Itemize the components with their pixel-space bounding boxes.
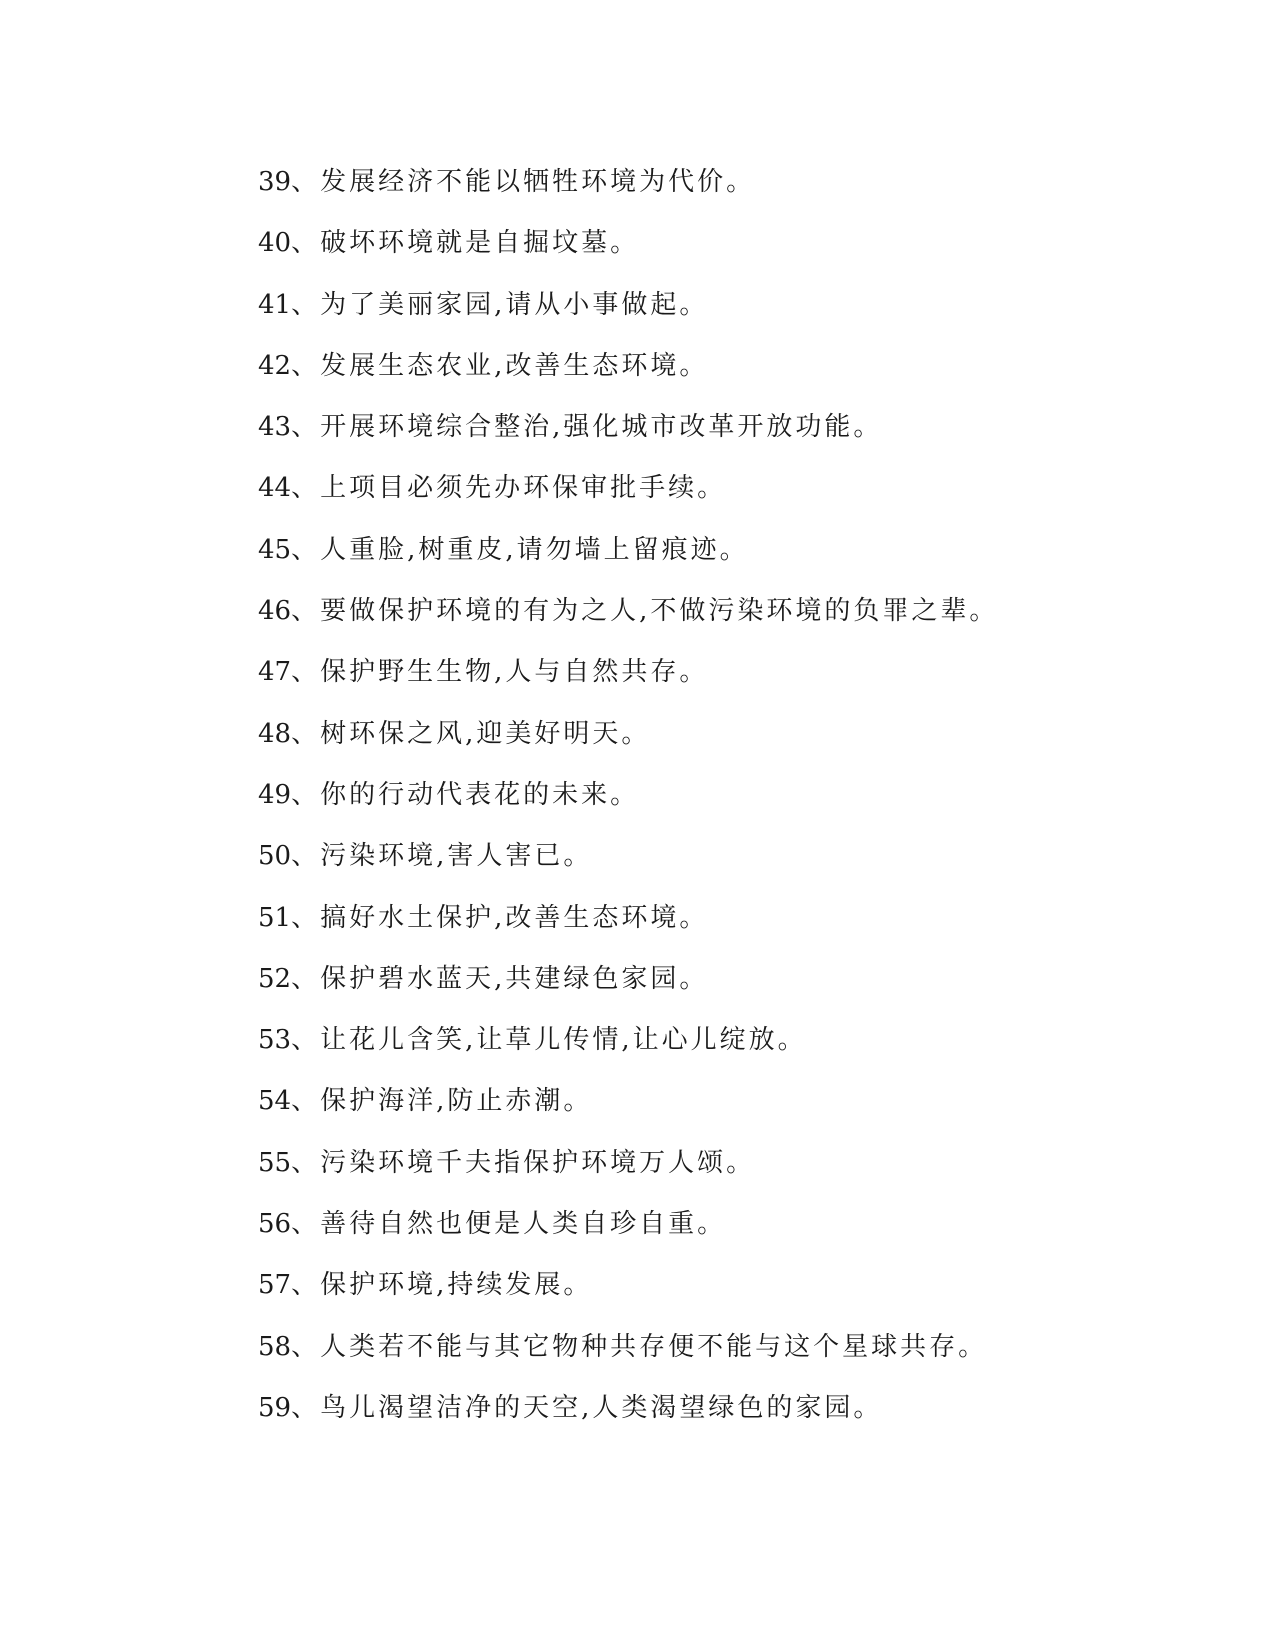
list-item	[258, 716, 1218, 777]
item-number: 56	[258, 1209, 292, 1240]
list-item	[258, 470, 1218, 531]
item-number: 53	[258, 1025, 292, 1056]
item-number: 58	[258, 1331, 292, 1362]
item-text: 、发展经济不能以牺牲环境为代价。	[291, 167, 756, 197]
list-item	[258, 654, 1218, 715]
item-number: 49	[258, 779, 292, 810]
item-text: 、保护碧水蓝天,共建绿色家园。	[291, 963, 709, 994]
item-number: 40	[258, 228, 292, 259]
item-text: 、人重脸,树重皮,请勿墙上留痕迹。	[291, 534, 749, 565]
item-text: 、破坏环境就是自掘坟墓。	[291, 228, 640, 259]
list-item	[258, 838, 1218, 899]
list-item	[258, 225, 1218, 286]
item-text: 、上项目必须先办环保审批手续。	[291, 473, 727, 504]
item-number: 48	[258, 718, 292, 749]
item-number: 42	[258, 350, 292, 381]
item-text: 、保护野生生物,人与自然共存。	[291, 657, 709, 688]
item-number: 45	[258, 534, 292, 565]
item-text: 、你的行动代表花的未来。	[291, 779, 640, 810]
list-item	[258, 1022, 1218, 1083]
list-item	[258, 1083, 1218, 1144]
slogan-list	[258, 164, 1218, 1451]
item-text: 、搞好水土保护,改善生态环境。	[291, 902, 709, 933]
item-text: 、要做保护环境的有为之人,不做污染环境的负罪之辈。	[291, 596, 999, 627]
item-text: 、人类若不能与其它物种共存便不能与这个星球共存。	[291, 1331, 988, 1362]
item-text: 、让花儿含笑,让草儿传情,让心儿绽放。	[291, 1025, 807, 1056]
list-item	[258, 1145, 1218, 1206]
item-text: 、鸟儿渴望洁净的天空,人类渴望绿色的家园。	[291, 1392, 883, 1423]
list-item	[258, 409, 1218, 470]
item-number: 43	[258, 412, 292, 443]
item-number: 46	[258, 596, 292, 627]
list-item	[258, 532, 1218, 593]
item-text: 、污染环境千夫指保护环境万人颂。	[291, 1147, 756, 1178]
item-number: 44	[258, 473, 292, 504]
list-item	[258, 348, 1218, 409]
item-number: 57	[258, 1270, 292, 1301]
list-item	[258, 593, 1218, 654]
item-text: 、为了美丽家园,请从小事做起。	[291, 289, 709, 320]
item-number: 47	[258, 657, 292, 688]
item-number: 51	[258, 902, 292, 933]
item-number: 39	[258, 167, 292, 197]
item-number: 50	[258, 841, 292, 872]
list-item	[258, 1267, 1218, 1328]
list-item	[258, 900, 1218, 961]
list-item	[258, 164, 1218, 225]
list-item	[258, 1329, 1218, 1390]
item-number: 55	[258, 1147, 292, 1178]
item-number: 52	[258, 963, 292, 994]
item-text: 、善待自然也便是人类自珍自重。	[291, 1209, 727, 1240]
list-item	[258, 961, 1218, 1022]
list-item	[258, 777, 1218, 838]
item-number: 41	[258, 289, 292, 320]
item-text: 、污染环境,害人害已。	[291, 841, 593, 872]
list-item	[258, 287, 1218, 348]
list-item	[258, 1390, 1218, 1451]
item-number: 54	[258, 1086, 292, 1117]
item-text: 、发展生态农业,改善生态环境。	[291, 350, 709, 381]
item-number: 59	[258, 1392, 292, 1423]
item-text: 、树环保之风,迎美好明天。	[291, 718, 651, 749]
list-item	[258, 1206, 1218, 1267]
item-text: 、开展环境综合整治,强化城市改革开放功能。	[291, 412, 883, 443]
item-text: 、保护环境,持续发展。	[291, 1270, 593, 1301]
item-text: 、保护海洋,防止赤潮。	[291, 1086, 593, 1117]
